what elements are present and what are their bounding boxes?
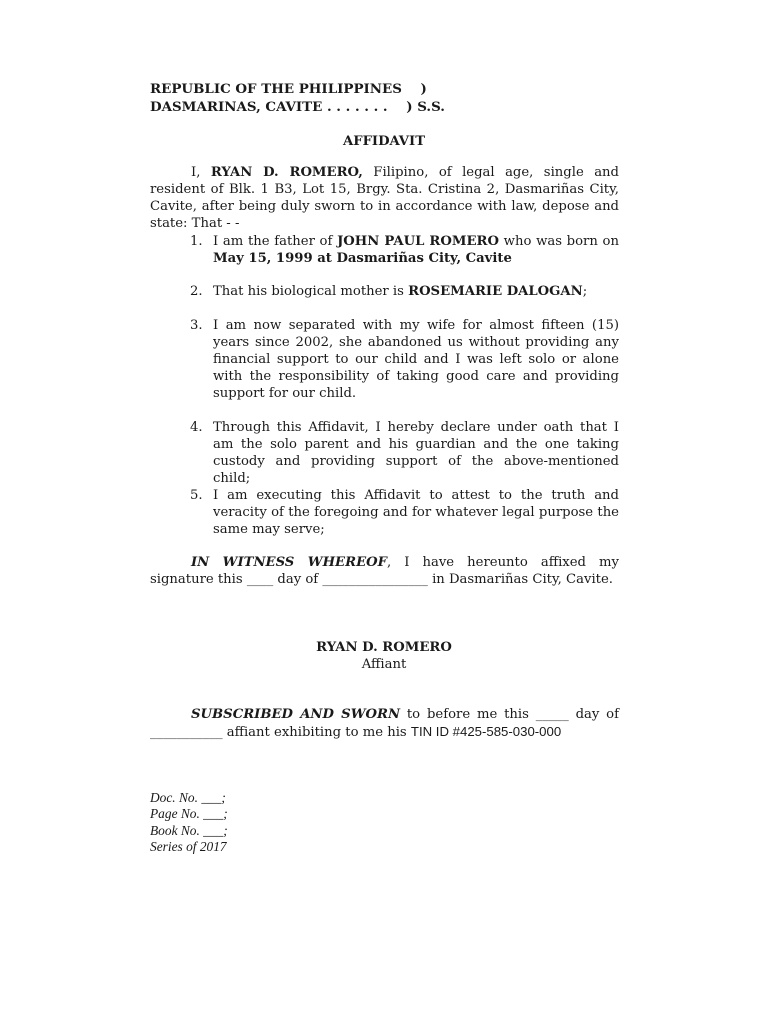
intro-paragraph [150, 164, 619, 232]
witness-paragraph [150, 554, 619, 588]
notarial-register [150, 789, 228, 854]
item-number: 2. [190, 284, 203, 299]
venue-line-republic: REPUBLIC OF THE PHILIPPINES ) [150, 81, 427, 97]
book-number: Book No. ___; [150, 822, 228, 838]
series-year: Series of 2017 [150, 838, 227, 854]
jurat-rest: to before me this _____ day of ___________ affiant exhibiting to me his [150, 707, 619, 740]
item-number: 4. [190, 420, 203, 435]
birth-details: May 15, 1999 at Dasmariñas City, Cavite [213, 251, 512, 266]
item-text: Through this Affidavit, I hereby declare under oath that I am the solo parent and his guardian and the one taking custody and providing support of the above-mentioned child; [213, 420, 619, 486]
affiant-signature-name: RYAN D. ROMERO [316, 640, 452, 655]
jurat-paragraph [150, 706, 619, 741]
venue-line-dasmarinas: DASMARINAS, CAVITE . . . . . . . ) S.S. [150, 99, 445, 115]
affiant-name-intro: RYAN D. ROMERO, [210, 165, 363, 180]
page-number: Page No. ___; [150, 806, 228, 822]
item-number: 5. [190, 488, 203, 503]
item-2-pre: That his biological mother is [213, 284, 409, 299]
mother-name: ROSEMARIE DALOGAN [408, 284, 583, 299]
item-text [213, 233, 619, 267]
venue-block [150, 81, 445, 117]
jurat-lead: SUBSCRIBED AND SWORN [191, 707, 401, 722]
child-name: JOHN PAUL ROMERO [337, 234, 499, 249]
tin-id: TIN ID #425-585-030-000 [410, 724, 562, 739]
item-text [213, 283, 619, 300]
item-number: 3. [190, 318, 203, 333]
item-1-mid: who was born on [498, 234, 619, 249]
witness-lead: IN WITNESS WHEREOF [191, 555, 387, 570]
item-2-post: ; [582, 284, 588, 299]
item-1-pre: I am the father of [213, 234, 338, 249]
doc-number: Doc. No. ___; [150, 790, 226, 805]
witness-rest: , I have hereunto affixed my signature this ____ day of ________________ in Dasmariñas City, Cavite. [150, 555, 619, 587]
item-text: I am executing this Affidavit to attest to the truth and veracity of the foregoing and for whatever legal purpose the same may serve; [213, 488, 619, 537]
document-title: AFFIDAVIT [342, 134, 426, 149]
intro-rest: Filipino, of legal age, single and resident of Blk. 1 B3, Lot 15, Brgy. Sta. Cristina 2, Dasmariñas City, Cavite, after being duly sworn to in accordance with law, depose and state: That - - [150, 165, 619, 231]
item-number: 1. [190, 234, 203, 249]
affiant-label: Affiant [361, 657, 407, 672]
item-text: I am now separated with my wife for almost fifteen (15) years since 2002, she abandoned us without providing any financial support to our child and I was left solo or alone with the responsibility of taking good care and providing support for our child. [213, 318, 619, 401]
intro-pre: I, [191, 165, 211, 180]
